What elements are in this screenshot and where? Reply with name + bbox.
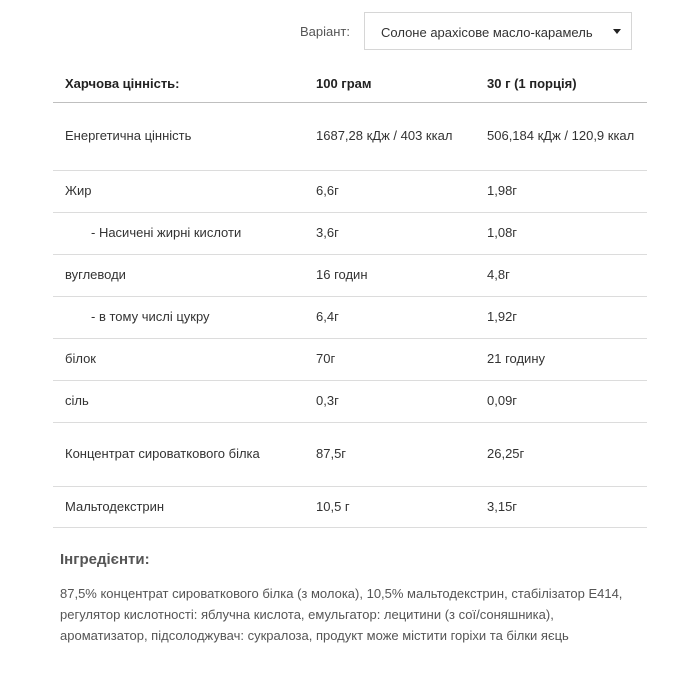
row-per-serving: 3,15г [475,486,647,527]
row-per-serving: 4,8г [475,254,647,296]
variant-select[interactable] [364,12,632,50]
header-per-serving: 30 г (1 порція) [475,66,647,102]
row-name: - в тому числі цукру [53,296,304,338]
row-name: вуглеводи [53,254,304,296]
table-row [53,338,647,380]
row-name: Концентрат сироваткового білка [53,422,304,486]
header-per-100g: 100 грам [304,66,475,102]
variant-selected-value: Солоне арахісове масло-карамель [381,25,593,40]
row-per100: 0,3г [304,380,475,422]
row-name: Мальтодекстрин [53,486,304,527]
row-per-serving: 1,08г [475,212,647,254]
row-name: Енергетична цінність [53,102,304,170]
table-row [53,102,647,170]
row-per100: 16 годин [304,254,475,296]
variant-row [0,12,700,52]
row-name: Жир [53,170,304,212]
row-per100: 87,5г [304,422,475,486]
row-per-serving: 21 годину [475,338,647,380]
table-row [53,170,647,212]
ingredients-text: 87,5% концентрат сироваткового білка (з молока), 10,5% мальтодекстрин, стабілізатор Е414, регулятор кислотності: яблучна кислота, емульгатор: лецитини (з сої/соняшника), ароматизатор, підсолоджувач: сукралоза, продукт може містити горіхи та білки яєць [60,586,623,643]
table-header-row [53,66,647,102]
variant-label: Варіант: [300,24,350,39]
table-row [53,380,647,422]
row-per-serving: 0,09г [475,380,647,422]
table-row [53,254,647,296]
table-row [53,296,647,338]
row-per100: 70г [304,338,475,380]
row-name: - Насичені жирні кислоти [53,212,304,254]
row-per100: 1687,28 кДж / 403 ккал [304,102,475,170]
row-name: білок [53,338,304,380]
table-row [53,486,647,527]
caret-down-icon [613,29,621,34]
row-per-serving: 1,92г [475,296,647,338]
row-per-serving: 506,184 кДж / 120,9 ккал [475,102,647,170]
row-per-serving: 1,98г [475,170,647,212]
row-per100: 6,4г [304,296,475,338]
table-row [53,422,647,486]
ingredients-title: Інгредієнти: [60,551,150,568]
table-row [53,212,647,254]
row-per100: 6,6г [304,170,475,212]
nutrition-table [53,66,647,528]
row-name: сіль [53,380,304,422]
header-nutrition-value: Харчова цінність: [53,66,304,102]
row-per100: 3,6г [304,212,475,254]
row-per100: 10,5 г [304,486,475,527]
row-per-serving: 26,25г [475,422,647,486]
